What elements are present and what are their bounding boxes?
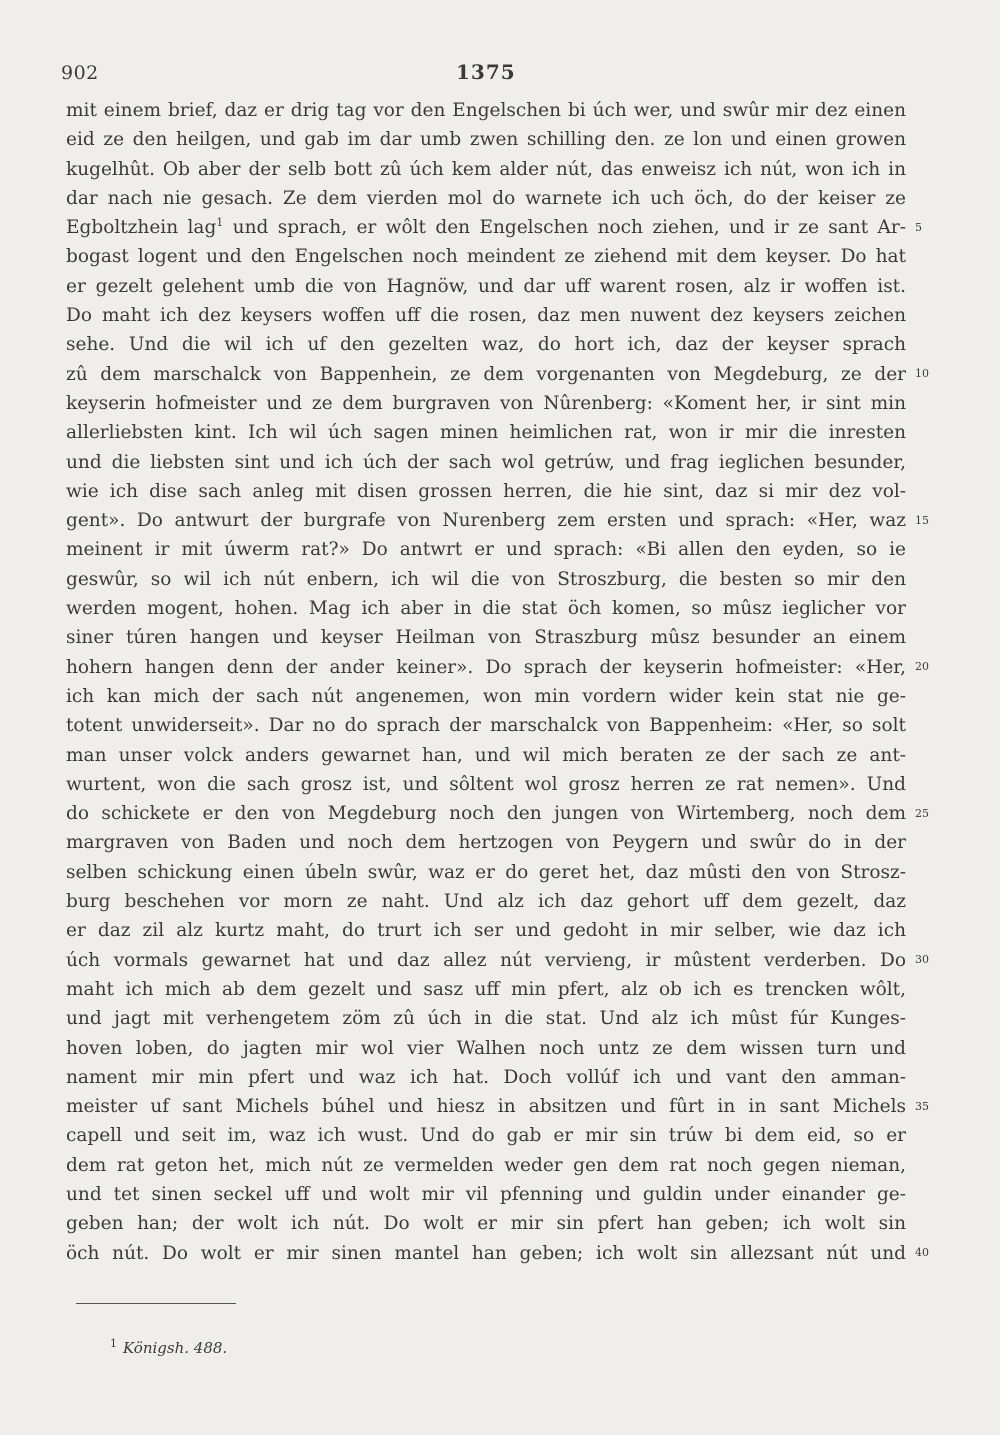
line-number: 15	[915, 514, 929, 527]
text-line: man unser volck anders gewarnet han, und wil mich beraten ze der sach ze ant-	[66, 744, 906, 766]
text-line: und die liebsten sint und ich úch der sach wol getrúw, und frag ieglichen besunder,	[66, 451, 906, 473]
text-line: bogast logent und den Engelschen noch meindent ze ziehend mit dem keyser. Do hat	[66, 246, 906, 268]
text-line: dar nach nie gesach. Ze dem vierden mol do warnete ich uch öch, do der keiser ze	[66, 187, 906, 209]
text-line	[66, 1268, 906, 1297]
text-line: er gezelt gelehent umb die von Hagnöw, und dar uff warent rosen, alz ir woffen ist.	[66, 275, 906, 297]
main-text	[66, 96, 906, 1297]
line-number: 40	[915, 1246, 929, 1259]
text-line: sehe. Und die wil ich uf den gezelten waz, do hort ich, daz der keyser sprach	[66, 334, 906, 356]
text-line: öch nút. Do wolt er mir sinen mantel han geben; ich wolt sin allezsant nút und	[66, 1242, 906, 1264]
text-line: margraven von Baden und noch dem hertzogen von Peygern und swûr do in der	[66, 832, 906, 854]
text-line: eid ze den heilgen, und gab im dar umb zwen schilling den. ze lon und einen growen	[66, 129, 906, 151]
text-line: keyserin hofmeister und ze dem burgraven von Nûrenberg: «Koment her, ir sint min	[66, 392, 906, 414]
footnote-divider	[76, 1303, 236, 1304]
text-line: úch vormals gewarnet hat und daz allez nút vervieng, ir mûstent verderben. Do	[66, 949, 906, 971]
text-line: ich kan mich der sach nút angenemen, won min vordern wider kein stat nie ge-	[66, 685, 906, 707]
text-line: allerliebsten kint. Ich wil úch sagen minen heimlichen rat, won ir mir die inresten	[66, 422, 906, 444]
year-heading: 1375	[456, 60, 516, 84]
text-line: burg beschehen vor morn ze naht. Und alz ich daz gehort uff dem gezelt, daz	[66, 891, 906, 913]
footnote-text: Königsh. 488.	[123, 1339, 228, 1357]
footnote-marker: 1	[110, 1337, 117, 1350]
footnote-reference: 1	[216, 216, 224, 230]
text-line: wurtent, won die sach grosz ist, und sôltent wol grosz herren ze rat nemen». Und	[66, 773, 906, 795]
text-line: mit einem brief, daz er drig tag vor den Engelschen bi úch wer, und swûr mir dez einen	[66, 100, 906, 121]
footnote	[110, 1337, 227, 1357]
text-line: werden mogent, hohen. Mag ich aber in die stat öch komen, so mûsz ieglicher vor	[66, 598, 906, 620]
text-line: selben schickung einen úbeln swûr, waz er do geret het, daz mûsti den von Strosz-	[66, 861, 906, 883]
text-line: meinent ir mit úwerm rat?» Do antwrt er und sprach: «Bi allen den eyden, so ie	[66, 539, 906, 561]
text-line: zû dem marschalck von Bappenhein, ze dem vorgenanten von Megdeburg, ze der	[66, 363, 906, 385]
line-number: 35	[915, 1100, 929, 1113]
text-segment: und sprach, er wôlt den Engelschen noch ziehen, und ir ze sant Ar-	[223, 217, 906, 239]
text-line: und jagt mit verhengetem zöm zû úch in die stat. Und alz ich mûst fúr Kunges-	[66, 1008, 906, 1030]
line-number: 5	[915, 221, 922, 234]
text-line: siner túren hangen und keyser Heilman von Straszburg mûsz besunder an einem	[66, 627, 906, 649]
text-line: do schickete er den von Megdeburg noch den jungen von Wirtemberg, noch dem	[66, 803, 906, 825]
page-number: 902	[61, 62, 99, 84]
text-line: hohern hangen denn der ander keiner». Do sprach der keyserin hofmeister: «Her,	[66, 656, 906, 678]
text-line: hoven loben, do jagten mir wol vier Walhen noch untz ze dem wissen turn und	[66, 1037, 906, 1059]
text-line: nament mir min pfert und waz ich hat. Doch vollúf ich und vant den amman-	[66, 1066, 906, 1088]
line-number: 30	[915, 953, 929, 966]
text-line: geswûr, so wil ich nút enbern, ich wil die von Stroszburg, die besten so mir den	[66, 568, 906, 590]
line-number: 25	[915, 807, 929, 820]
text-line: und tet sinen seckel uff und wolt mir vil pfenning und guldin under einander ge-	[66, 1183, 906, 1205]
text-line: kugelhût. Ob aber der selb bott zû úch kem alder nút, das enweisz ich nút, won ich in	[66, 158, 906, 180]
text-line: geben han; der wolt ich nút. Do wolt er mir sin pfert han geben; ich wolt sin	[66, 1213, 906, 1235]
line-number: 20	[915, 660, 929, 673]
text-line: maht ich mich ab dem gezelt und sasz uff min pfert, alz ob ich es trencken wôlt,	[66, 978, 906, 1000]
text-line: meister uf sant Michels búhel und hiesz in absitzen und fûrt in in sant Michels	[66, 1096, 906, 1118]
text-line: er daz zil alz kurtz maht, do trurt ich ser und gedoht in mir selber, wie daz ich	[66, 920, 906, 942]
text-line: capell und seit im, waz ich wust. Und do gab er mir sin trúw bi dem eid, so er	[66, 1125, 906, 1147]
text-line: wie ich dise sach anleg mit disen grossen herren, die hie sint, daz si mir dez vol-	[66, 480, 906, 502]
line-number: 10	[915, 367, 929, 380]
text-line: totent unwiderseit». Dar no do sprach der marschalck von Bappenheim: «Her, so solt	[66, 715, 906, 737]
text-line: gent». Do antwurt der burgrafe von Nurenberg zem ersten und sprach: «Her, waz	[66, 510, 906, 532]
text-segment: Egboltzhein lag	[66, 217, 217, 239]
text-line: Do maht ich dez keysers woffen uff die rosen, daz men nuwent dez keysers zeichen	[66, 305, 906, 327]
text-line	[66, 213, 906, 242]
text-line: dem rat geton het, mich nút ze vermelden weder gen dem rat noch gegen nieman,	[66, 1154, 906, 1176]
